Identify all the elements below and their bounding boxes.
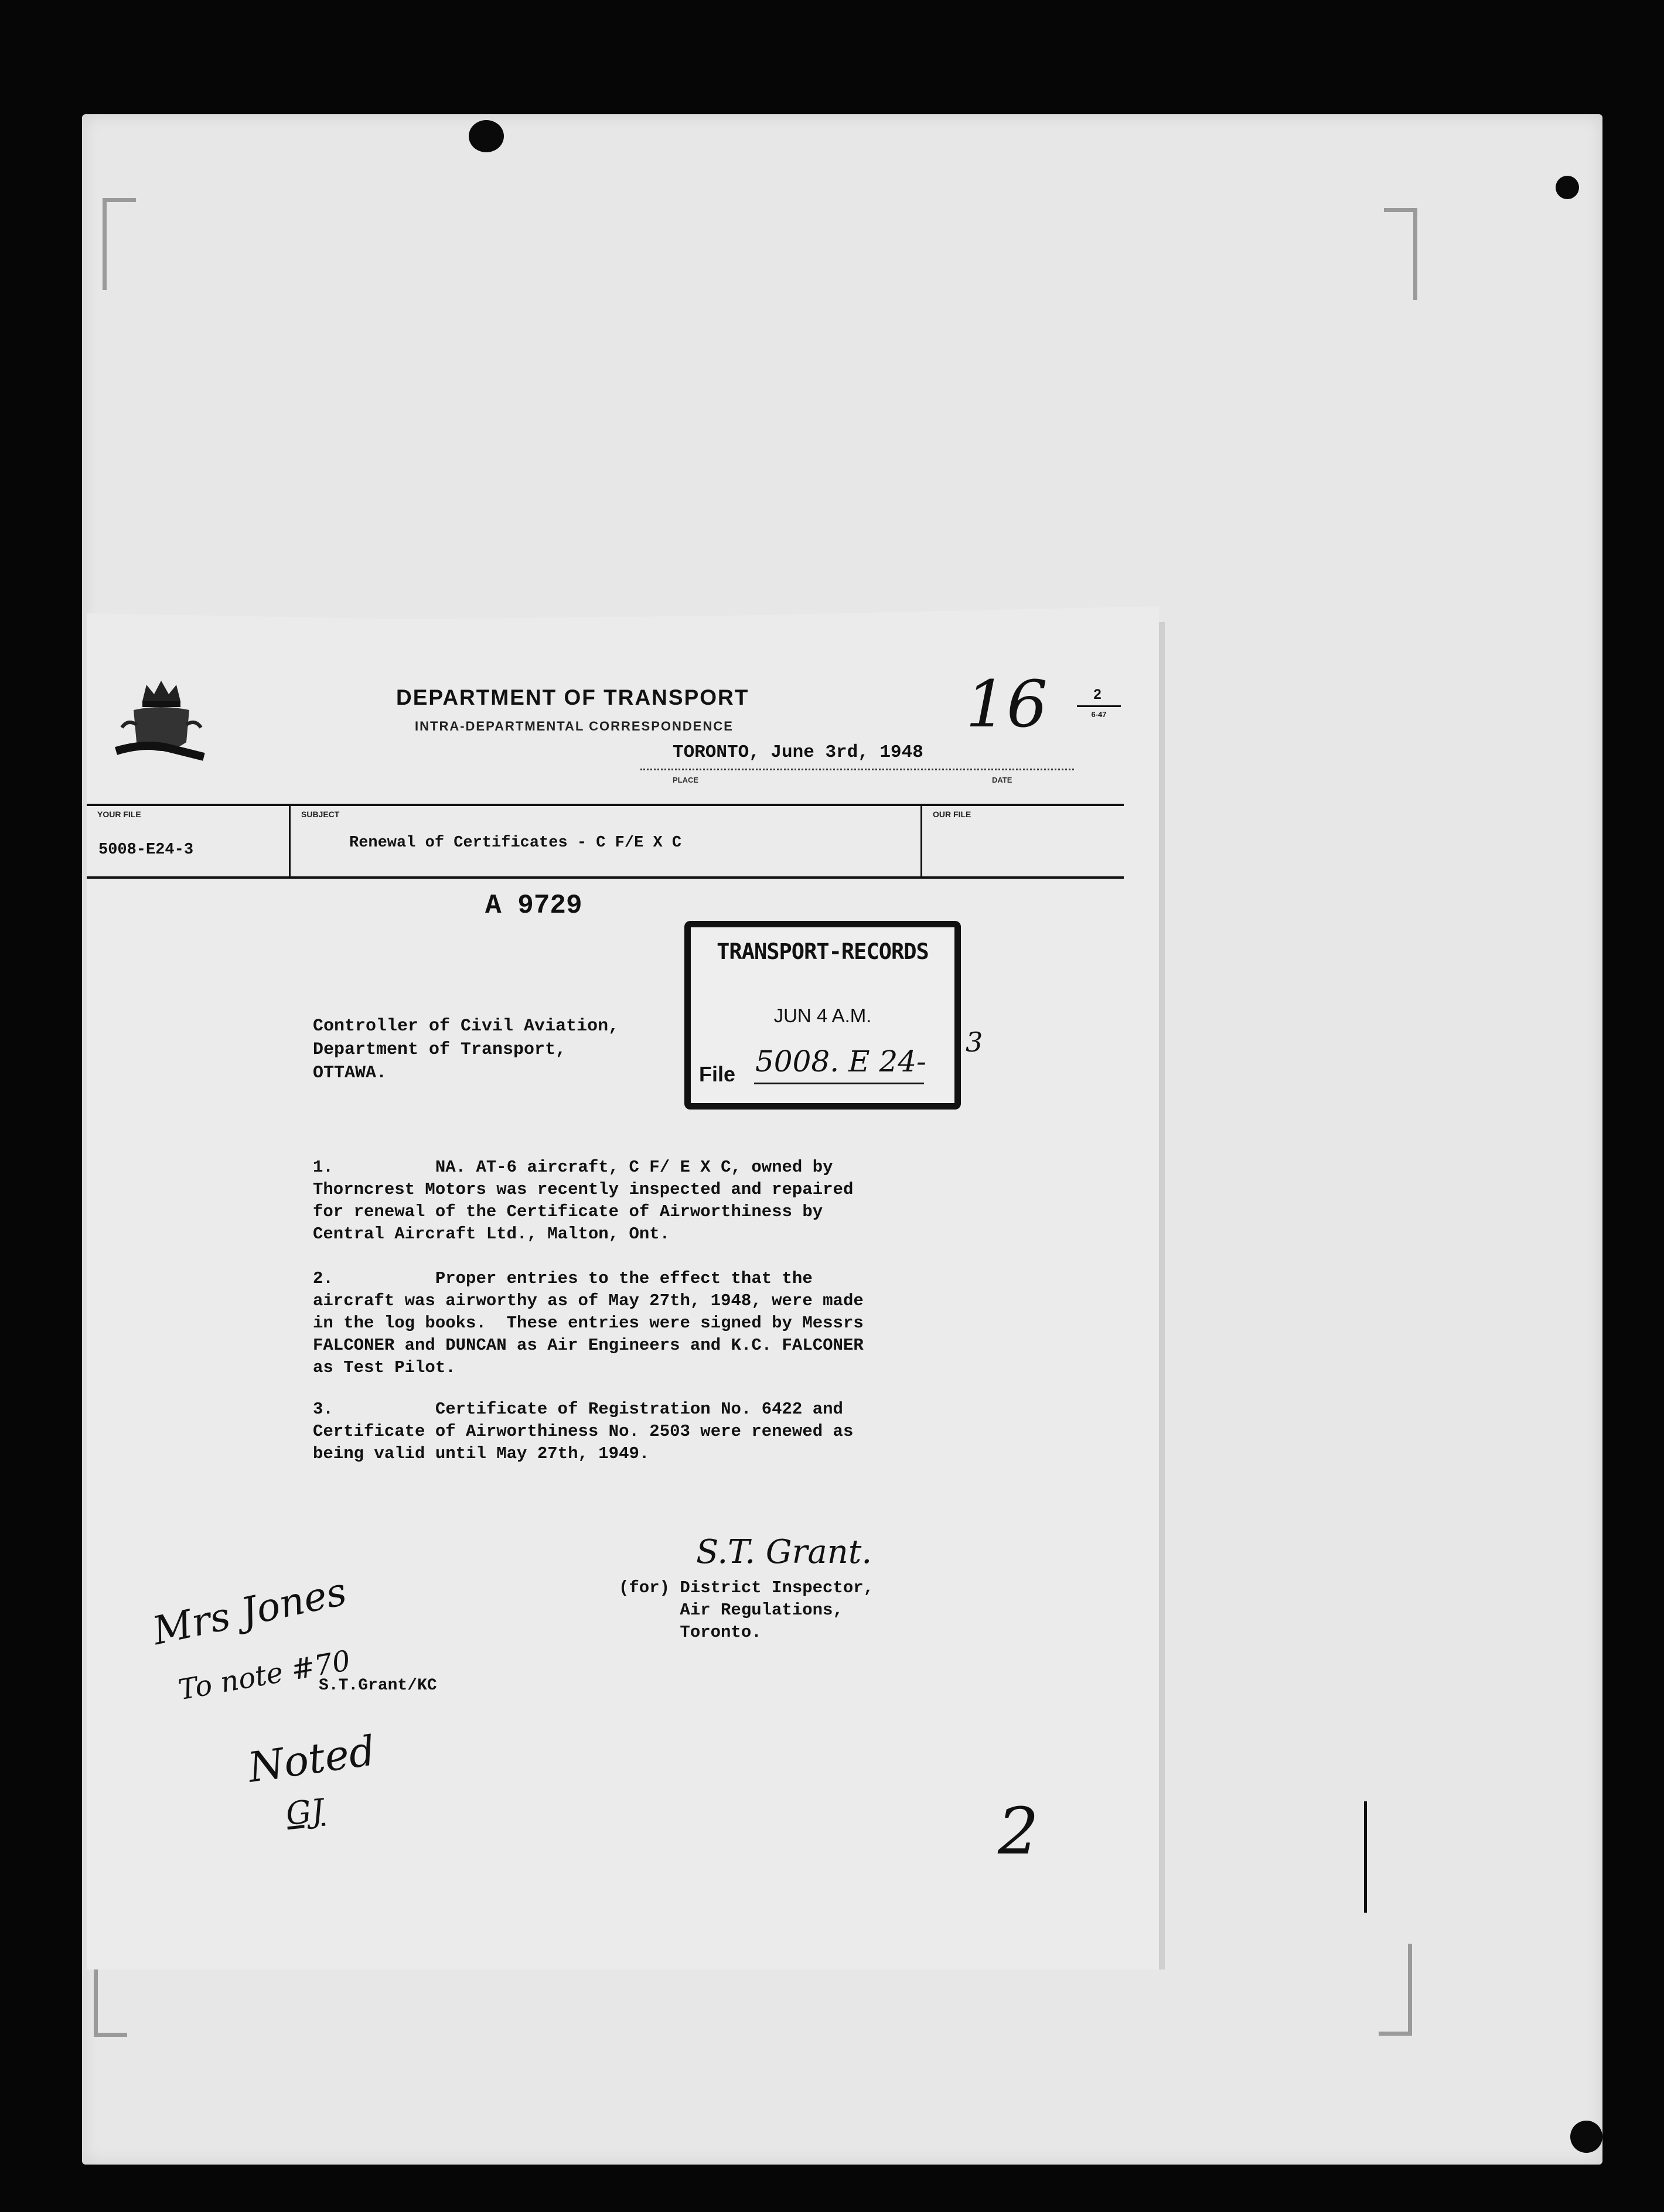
- your-file-label: YOUR FILE: [97, 810, 141, 819]
- date-label: DATE: [992, 776, 1012, 784]
- your-file-value: 5008-E24-3: [98, 841, 194, 859]
- handwritten-note-2: To note #70: [176, 1644, 353, 1707]
- crop-mark-top-left: [103, 198, 136, 290]
- stamp-file-suffix: 3: [966, 1026, 983, 1058]
- margin-blot: [1556, 176, 1579, 199]
- reference-number: A 9729: [485, 890, 582, 921]
- signature-block: (for) District Inspector, Air Regulations, Toronto.: [619, 1578, 874, 1642]
- form-version: 6-47: [1091, 710, 1107, 719]
- crop-mark-top-right: [1384, 208, 1417, 300]
- typist-initials: S.T.Grant/KC: [319, 1677, 437, 1695]
- addressee-line: Controller of Civil Aviation,: [313, 1016, 619, 1036]
- crown-crest-icon: [110, 678, 213, 766]
- form-number: 2: [1093, 687, 1102, 702]
- paragraph-3: 3. Certificate of Registration No. 6422 and Certificate of Airworthiness No. 2503 were renewed as being valid until May 27th, 1949.: [313, 1399, 854, 1463]
- addressee-line: OTTAWA.: [313, 1063, 387, 1083]
- margin-blot: [469, 120, 504, 152]
- our-file-label: OUR FILE: [933, 810, 971, 819]
- handwritten-note-4: GJ: [284, 1791, 326, 1833]
- handwritten-note-5: 2: [998, 1794, 1039, 1869]
- stamp-file-line: [754, 1083, 924, 1084]
- place-date-line: [640, 769, 1074, 770]
- place-date: TORONTO, June 3rd, 1948: [673, 742, 923, 763]
- handwritten-note-1: Mrs Jones: [148, 1568, 350, 1654]
- place-label: PLACE: [673, 776, 699, 784]
- addressee-line: Department of Transport,: [313, 1040, 567, 1060]
- memo-sheet: [87, 622, 1165, 1969]
- stamp-title: TRANSPORT-RECORDS: [717, 939, 929, 964]
- our-file-cell: [920, 806, 1126, 876]
- stamp-file-label: File: [699, 1062, 736, 1086]
- file-subject-table: [87, 804, 1124, 879]
- addressee-block: [313, 1015, 619, 1085]
- crop-mark-bottom-right: [1379, 1944, 1412, 2036]
- stamp-file-value: 5008. E 24-: [755, 1044, 926, 1078]
- transport-records-stamp: [684, 921, 961, 1110]
- subject-value: Renewal of Certificates - C F/E X C: [349, 834, 682, 852]
- margin-line: [1364, 1801, 1367, 1913]
- subject-cell: [289, 806, 922, 876]
- paragraph-2: 2. Proper entries to the effect that the aircraft was airworthy as of May 27th, 1948, were made in the log books. These entries were signed by Messrs FALCONER and DUNCAN as Air Engineers and K.C. FALCONER as Test Pilot.: [313, 1269, 864, 1377]
- stamp-date: JUN 4 A.M.: [773, 1005, 872, 1026]
- paragraph-1: 1. NA. AT-6 aircraft, C F/ E X C, owned by Thorncrest Motors was recently inspected and repaired for renewal of the Certificate of Airworthiness by Central Aircraft Ltd., Malton, Ont.: [313, 1158, 854, 1244]
- handwritten-page-number: 16: [966, 667, 1048, 742]
- your-file-cell: [87, 806, 289, 876]
- handwritten-note-3: Noted: [245, 1726, 379, 1792]
- handwritten-signature: S.T. Grant.: [696, 1533, 872, 1571]
- department-title: DEPARTMENT OF TRANSPORT: [396, 685, 749, 709]
- subject-label: SUBJECT: [301, 810, 340, 819]
- form-number-rule: [1077, 705, 1121, 707]
- margin-blot: [1570, 2121, 1602, 2153]
- correspondence-subtitle: INTRA-DEPARTMENTAL CORRESPONDENCE: [415, 719, 734, 733]
